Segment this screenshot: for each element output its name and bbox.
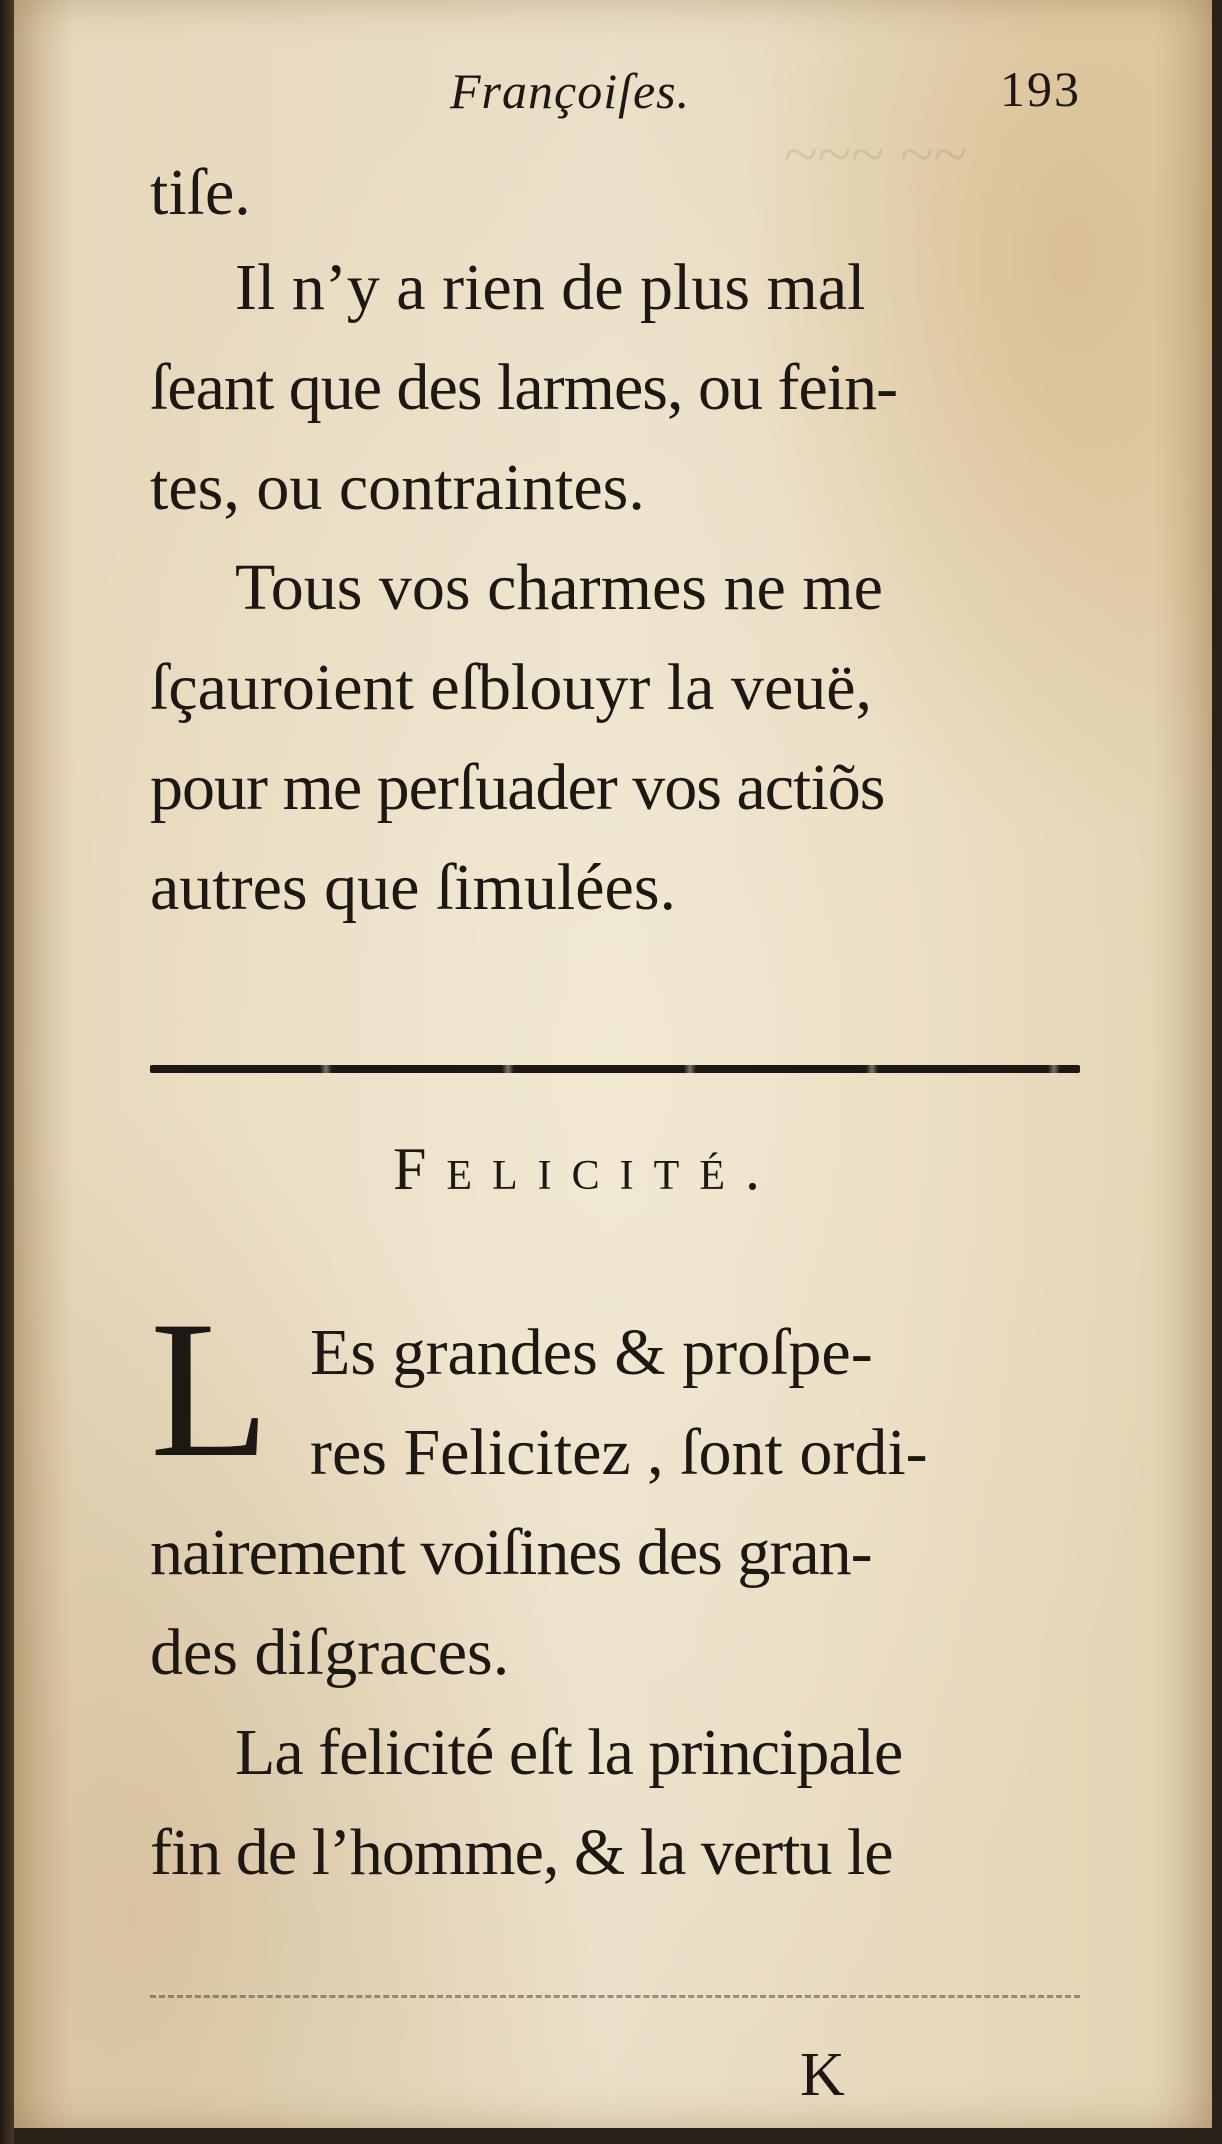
- body-line: tiſe.: [150, 156, 251, 229]
- section-rule: [150, 1065, 1080, 1073]
- body-line: Tous vos charmes ne me: [235, 551, 883, 624]
- show-through-text: ~~~ ~~: [784, 121, 968, 189]
- section-heading: Felicité.: [393, 1136, 780, 1202]
- body-line: La felicité eſt la principale: [235, 1716, 903, 1789]
- body-line: pour me perſuader vos actiõs: [150, 751, 885, 824]
- body-line: res Felicitez , ſont ordi-: [310, 1416, 928, 1489]
- running-head: Françoiſes.: [450, 63, 691, 119]
- body-line: nairement voiſines des gran-: [150, 1516, 872, 1589]
- body-line: Il n’y a rien de plus mal: [235, 251, 866, 324]
- body-line: tes, ou contraintes.: [150, 451, 645, 524]
- body-line: fin de l’homme, & la vertu le: [150, 1816, 893, 1889]
- page-number: 193: [1000, 61, 1081, 117]
- body-line: Es grandes & proſpe-: [310, 1316, 873, 1389]
- body-line: ſçauroient eſblouyr la veuë,: [150, 651, 873, 724]
- body-line: autres que ſimulées.: [150, 851, 677, 924]
- body-line: des diſgraces.: [150, 1616, 510, 1689]
- page-crease-mark: [150, 1995, 1080, 1998]
- drop-cap: L: [150, 1281, 270, 1498]
- catchword: K: [800, 2041, 845, 2109]
- page-binding-edge: [0, 0, 14, 2144]
- body-line: ſeant que des larmes, ou fein-: [150, 351, 898, 424]
